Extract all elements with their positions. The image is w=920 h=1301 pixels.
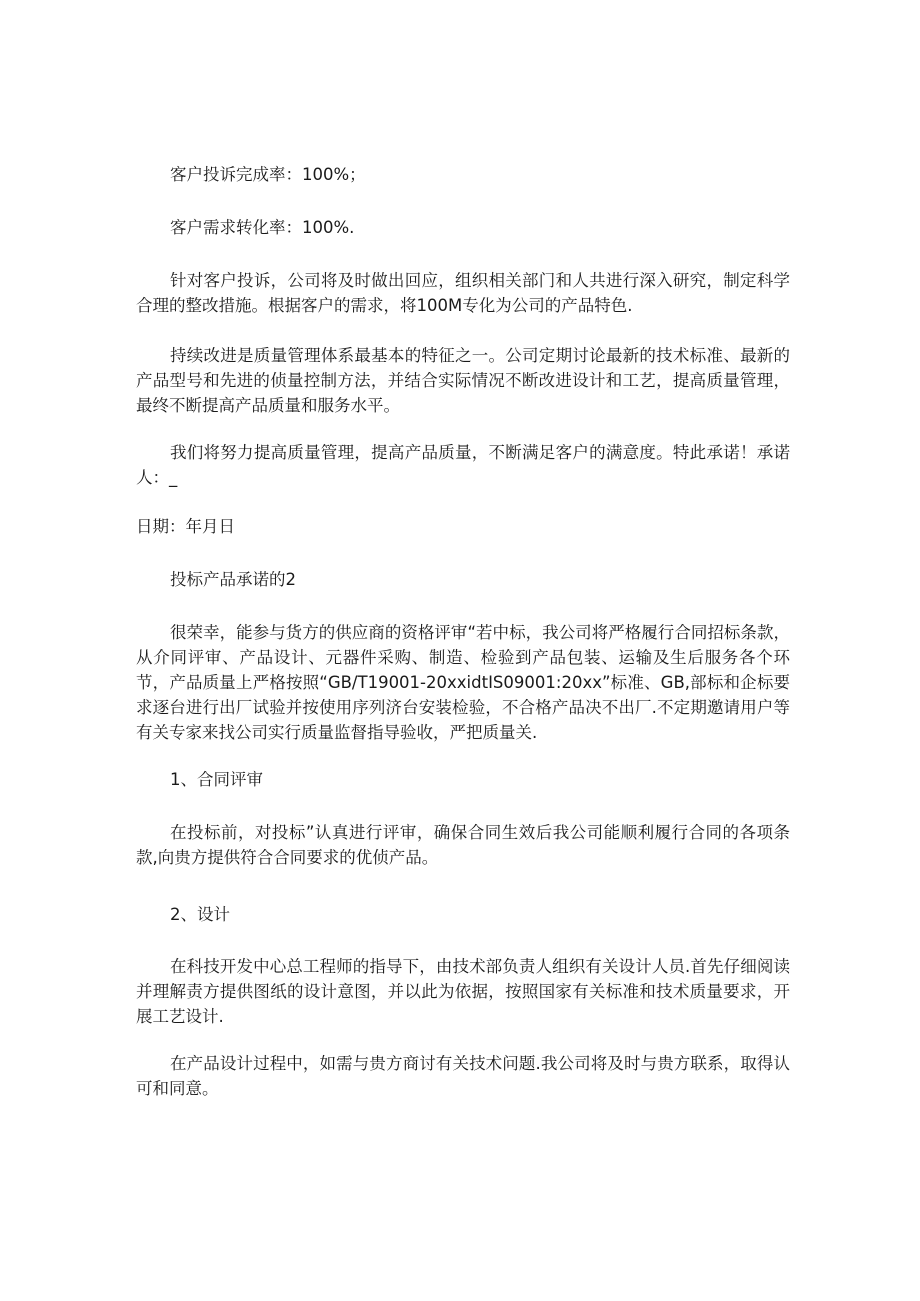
paragraph-contract-review: 在投标前，对投标”认真进行评审，确保合同生效后我公司能顺利履行合同的各项条款,向贵方提供符合合同要求的优侦产品。 [136, 823, 790, 867]
paragraph-demand-rate: 客户需求转化率：100%. [170, 218, 355, 237]
heading-design: 2、设计 [170, 905, 230, 924]
heading-contract-review: 1、合同评审 [170, 770, 263, 789]
paragraph-complaint-response: 针对客户投诉，公司将及时做出回应，组织相关部门和人共进行深入研究，制定科学合理的整改措施。根据客户的需求，将100M专化为公司的产品特色. [136, 271, 790, 315]
paragraph-design-communication: 在产品设计过程中，如需与贵方商讨有关技术问题.我公司将及时与贵方联系，取得认可和同意。 [136, 1054, 790, 1098]
paragraph-date: 日期：年月日 [136, 517, 235, 536]
section-heading-bid-commitment-2: 投标产品承诺的2 [170, 570, 296, 589]
paragraph-continuous-improvement: 持续改进是质量管理体系最基本的特征之一。公司定期讨论最新的技术标准、最新的产品型号和先进的侦量控制方法，并结合实际情况不断改进设计和工艺，提高质量管理，最终不断提高产品质量和服务水平。 [136, 346, 790, 415]
paragraph-design: 在科技开发中心总工程师的指导下，由技术部负责人组织有关设计人员.首先仔细阅读并理解责方提供图纸的设计意图，并以此为依据，按照国家有关标准和技术质量要求，开展工艺设计. [136, 957, 790, 1026]
paragraph-commitment: 我们将努力提高质量管理，提高产品质量，不断满足客户的满意度。特此承诺！承诺人：_ [136, 443, 790, 487]
paragraph-qualification-review: 很荣幸，能参与货方的供应商的资格评审“若中标，我公司将严格履行合同招标条款，从介同评审、产品设计、元器件采购、制造、检验到产品包装、运输及生后服务各个环节，产品质量上严格按照“GB/T19001-20xxidtIS09001:20xx”标准、GB,部标和企标要求逐台进行出厂试验并按使用序列济台安装检验，不合格产品决不出厂.不定期邀请用户等有关专家来找公司实行质量监督指导验收，严把质量关. [136, 623, 790, 742]
paragraph-complaint-rate: 客户投诉完成率：100%； [170, 165, 366, 184]
